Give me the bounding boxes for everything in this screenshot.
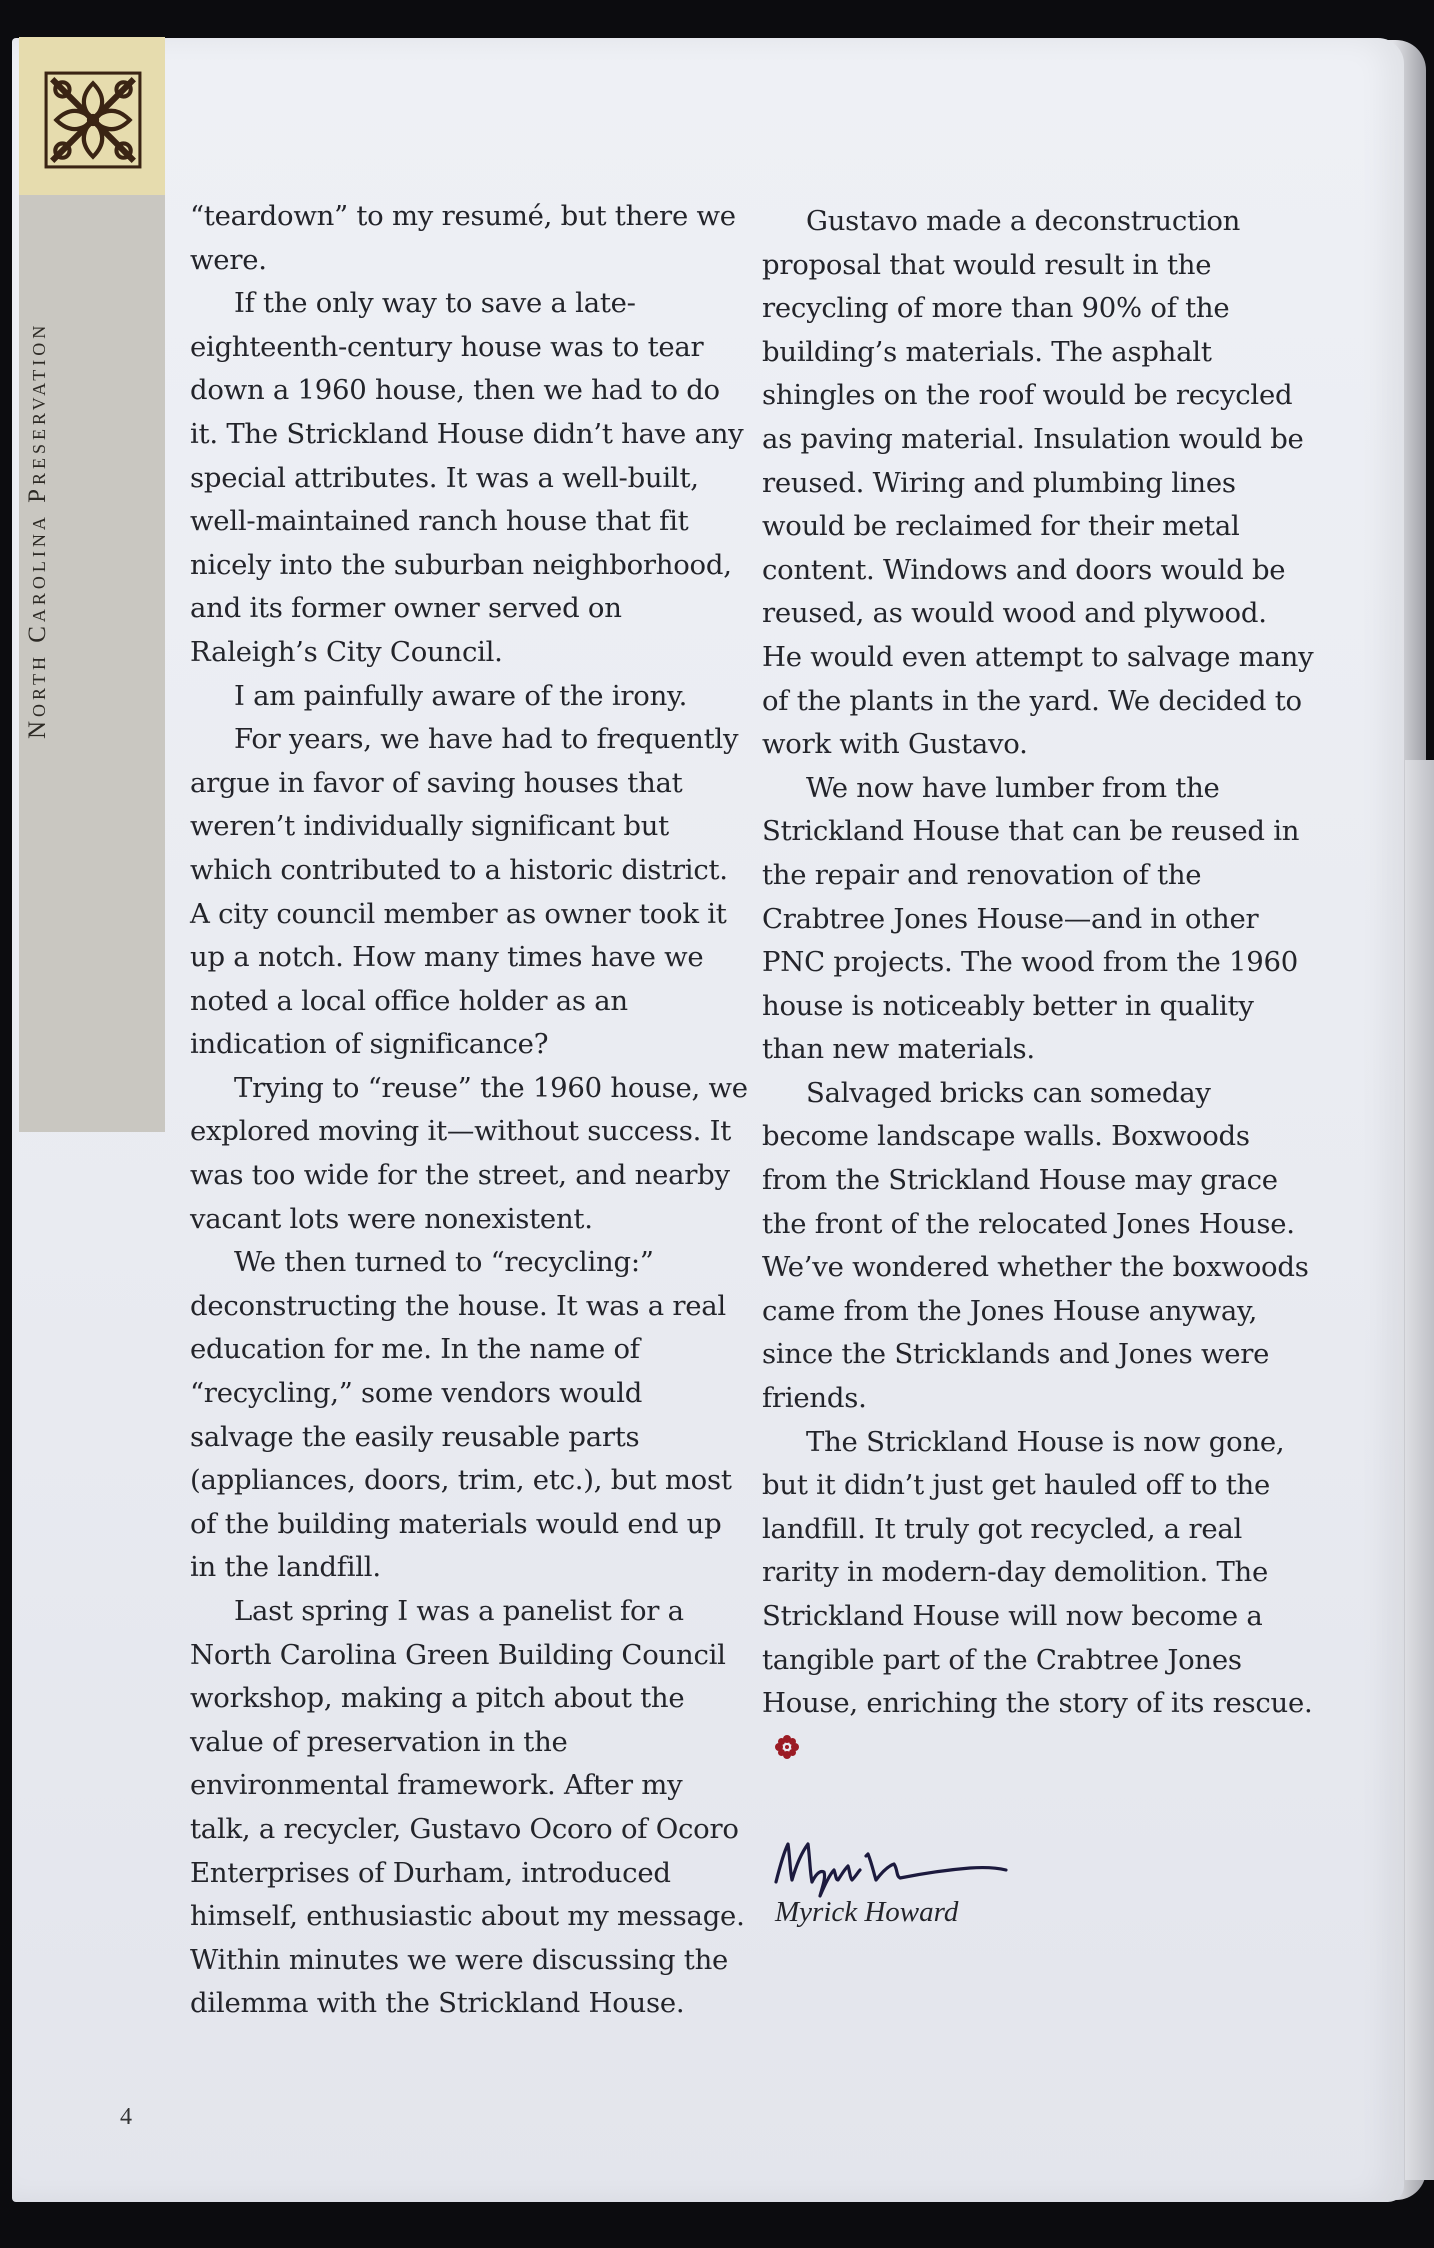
paragraph-final-text: The Strickland House is now gone, but it didn’t just get hauled off to the landfill. It truly got recycled, a real rarity in modern-day demolition. The Strickland House will now become a tangible part of the Crabtree Jones House, enriching the story of its rescue. — [762, 1425, 1313, 1720]
paragraph: Trying to “reuse” the 1960 house, we explored moving it—without success. It was too wide for the street, and nearby vacant lots were nonexistent. — [190, 1071, 748, 1235]
paragraph: Salvaged bricks can someday become landscape walls. Boxwoods from the Strickland House may grace the front of the relocated Jones House. We’ve wondered whether the boxwoods came from the Jones House anyway, since the Stricklands and Jones were friends. — [762, 1076, 1309, 1415]
paragraph: We then turned to “recycling:” deconstructing the house. It was a real education for me. In the name of “recycling,” some vendors would salvage the easily reusable parts (appliances, doors, trim, etc.), but most of the building materials would end up in the landfill. — [190, 1246, 732, 1584]
ornamental-quatrefoil-icon — [42, 69, 144, 171]
paragraph: We now have lumber from the Strickland House that can be reused in the repair and renovation of the Crabtree Jones House—and in other PNC projects. The wood from the 1960 house is noticeably better in quality than new materials. — [762, 771, 1300, 1066]
paragraph: If the only way to save a late-eighteenth-century house was to tear down a 1960 house, then we had to do it. The Strickland House didn’t have any special attributes. It was a well-built, well-maintained ranch house that fit nicely into the suburban neighborhood, and its former owner served on Raleigh’s City Council. — [190, 287, 744, 668]
paragraph: “teardown” to my resumé, but there we were. — [190, 200, 736, 276]
paragraph: Last spring I was a panelist for a North Carolina Green Building Council workshop, making a pitch about the value of preservation in the environmental framework. After my talk, a recycler, Gustavo Ocoro of Ocoro Enterprises of Durham, introduced himself, enthusiastic about my message. Within minutes we were discussing the dilemma with the Strickland House. — [190, 1595, 745, 2020]
rosette-icon — [774, 1734, 800, 1760]
page-number: 4 — [120, 2104, 132, 2130]
paragraph-final — [762, 1421, 1314, 1770]
author-name: Myrick Howard — [775, 1896, 959, 1928]
next-page-edge-lower — [1405, 760, 1434, 2180]
section-title — [15, 230, 61, 830]
handwritten-signature — [770, 1830, 1010, 1900]
section-title-text: North Carolina Preservation — [24, 321, 51, 739]
paragraph: For years, we have had to frequently argue in favor of saving houses that weren’t individually significant but which contributed to a historic district. A city council member as owner took it up a notch. How many times have we noted a local office holder as an indication of significance? — [190, 723, 739, 1061]
paragraph: I am painfully aware of the irony. — [234, 679, 688, 712]
article-left-column — [190, 195, 750, 2026]
article-right-column — [762, 200, 1314, 1769]
paragraph: Gustavo made a deconstruction proposal that would result in the recycling of more than 90% of the building’s materials. The asphalt shingles on the roof would be recycled as paving material. Insulation would be reused. Wiring and plumbing lines would be reclaimed for their metal content. Windows and doors would be reused, as would wood and plywood. He would even attempt to salvage many of the plants in the yard. We decided to work with Gustavo. — [762, 205, 1314, 761]
